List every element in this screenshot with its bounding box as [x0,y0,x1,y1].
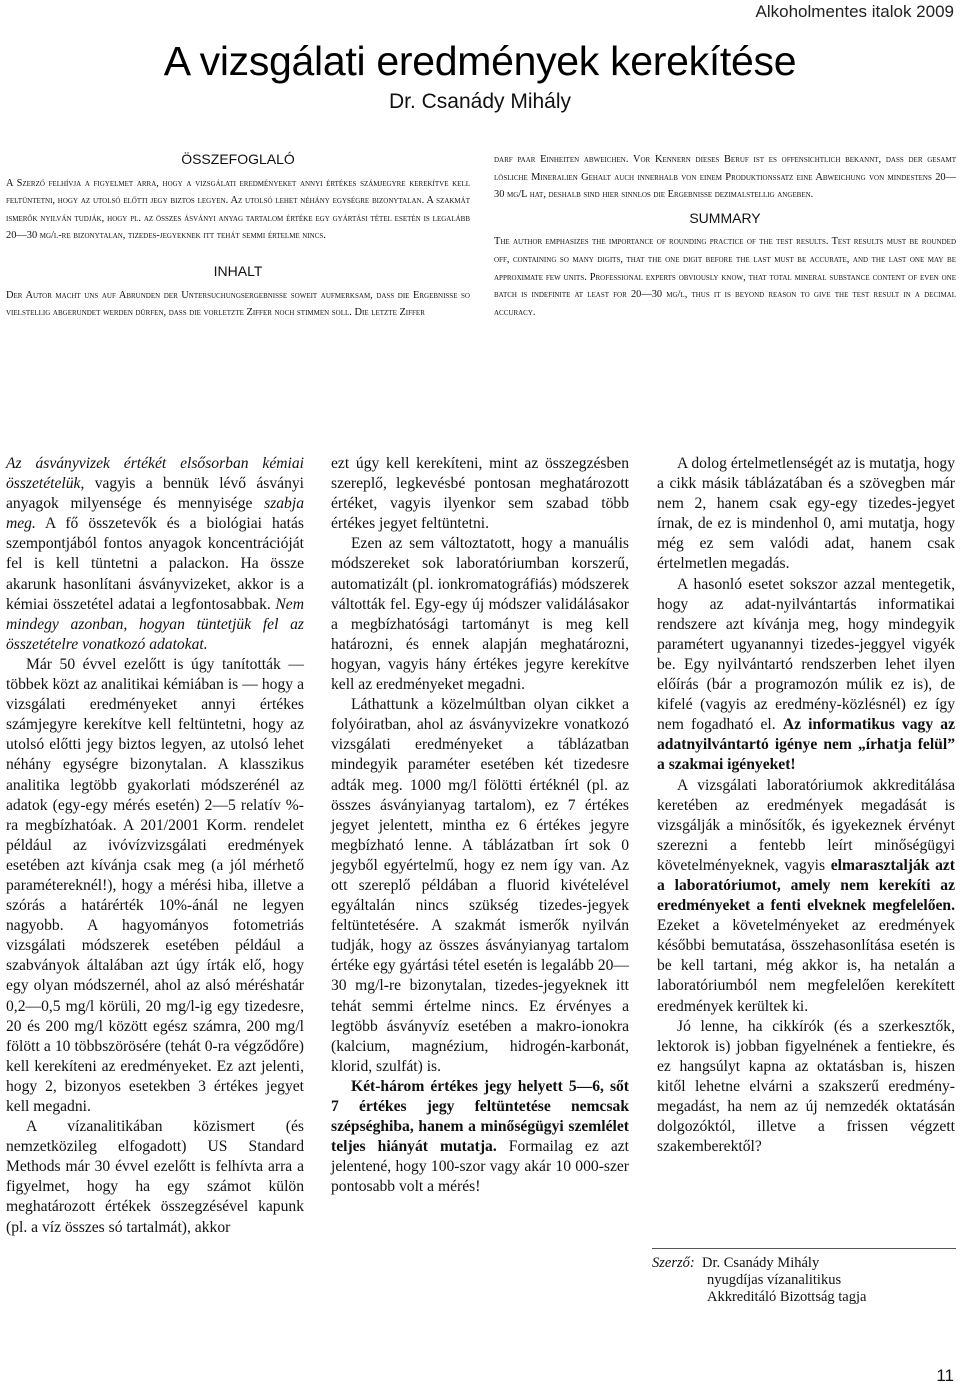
inhalt-text-part1: Der Autor macht uns auf Abrunden der Untersuchungsergebnisse soweit aufmerksam, dass die Ergebnisse so vielstellig abgerundet werden dürfen, dass die vorletzte Ziffer noch stimmen soll. Die letzte Ziffer [6,289,470,319]
text: A vizsgálati laboratóriumok akkreditálása keretében az eredmények megadását is vizsgálják a minősítők, és igyekeznek érvényt szerezni a fentebb leírt minőségügyi követelményeknek, vagyis [657,776,955,874]
summary-block [494,210,956,322]
article-title: A vizsgálati eredmények kerekítése [163,38,797,84]
italic-text: Nem mindegy azonban, hogyan tüntetjük fel az összetételre vonatkozó adatokat. [6,595,304,653]
osszefoglalo-text: A Szerző felhívja a figyelmet arra, hogy a vizsgálati eredményeket annyi értékes számjegyre kerekítve kell feltüntetni, hogy az utolsó előtti jegy biztos legyen. Az utolsó lehet néhány egységre bizonytalan. A szakmát ismerők nyilván tudják, hogy pl. az összes ásványi anyag tartalom értéke egy gyártási tétel esetén is legalább 20—30 mg/l-re bizonytalan, tizedes-jegyeknek itt tehát semmi értelme nincs. [6,177,470,242]
summary-heading: SUMMARY [689,209,761,226]
paragraph: ezt úgy kell kerekíteni, mint az összegzésben szereplő, legkevésbé pontosan meghatározott értéket, vagyis ilyenkor sem szabad több értékes jegyet feltüntetni. [331,455,629,533]
summary-text: The author emphasizes the importance of rounding practice of the test results. Test results must be rounded off, containing so many digits, that the one digit before the last must be accurate, and the last one may be approximate few units. Professional experts obviously know, that total mineral substance content of even one batch is indefinite at least for 20—30 mg/l, thus it is beyond reason to give the test result in a decimal accuracy. [494,236,956,318]
paragraph [657,776,955,1017]
paragraph [657,575,955,776]
body-column-1 [6,454,304,1238]
paragraph: A dolog értelmetlenségét az is mutatja, hogy a cikk másik táblázatában és a szövegben már nem 2, hanem csak egy-egy tizedes-jegyet írnak, de ez is mindenhol 0, ami mutatja, hogy még ez sem valódi adat, hanem csak értelmetlen megadás. [657,455,955,573]
text: A fő összetevők és a biológiai hatás szempontjából fontos anyagok koncentrációját fel is kell tüntetni a palackon. Ha össze akarunk hasonlítani ásványvizeket, akkor is a kémiai összetétel adatai a legfontosabbak. [6,515,304,613]
inhalt-text-part2: darf paar Einheiten abweichen. Vor Kennern dieses Beruf ist es offensichtlich bekannt, dass der gesamt lösliche Mineralien Gehalt auch innerhalb von einem Produktionssatz eine Abweichung von mindestens 20—30 mg/L hat, deshalb sind hier sinnlos die Ergebnisse dezimalstellig angeben. [494,154,956,201]
bold-text: Két-három értékes jegy helyett 5—6, sőt 7 értékes jegy feltüntetése nemcsak szépséghiba, hanem a minőségügyi szemlélet teljes hiányát mutatja. [331,1077,629,1156]
body-column-2 [331,454,629,1197]
author-name: Dr. Csanády Mihály [702,1255,820,1271]
paragraph: Láthattunk a közelmúltban olyan cikket a folyóiratban, ahol az ásványvizekre vonatkozó vizsgálati eredményeket a táblázatban mindegyik paraméter esetében két tizedesre adták meg. 1000 mg/l fölötti értéknél (pl. az összes ásványianyag tartalom), ez 7 értékes jegyet jelentett, mintha ez 6 értékes jegyre megbízható lenne. A táblázatban írt sok 0 jegyből egyértelmű, hogy ez nem így van. Az ott szereplő példában a fluorid kivételével egyáltalán nincs szükség tizedes-jegyek feltüntetésére. A szakmát ismerők nyilván tudják, hogy az összes ásványianyag tartalom értéke egy gyártási tétel esetén is legalább 20—30 mg/l-re bizonytalan, tizedes-jegyeknek itt tehát semmi értelme nincs. Ez érvényes a legtöbb ásványvíz esetében a makro-ionokra (kalcium, magnézium, hidrogén-karbonát, klorid, szulfát) is. [331,696,629,1075]
abstract-right-column [494,151,956,321]
author-org: Akkreditáló Bizottság tagja [707,1289,867,1305]
page-number: 11 [936,1366,954,1385]
body-column-3 [657,454,955,1157]
italic-text: Az ásványvizek értékét elsősorban kémiai összetételük [6,455,304,493]
author-role: nyugdíjas vízanalitikus [707,1272,842,1288]
author-label: Szerző: [652,1255,695,1271]
paragraph: Ezen az sem változtatott, hogy a manuális módszereket sok laboratóriumban korszerű, automatizált (pl. ionkromatográfiás) módszerek váltották fel. Egy-egy új módszer validálásakor a megbízhatósági tartományt is meg kell határozni, és ennek alapján meghatározni, hogyan, vagyis hány értékes jegyre kerekítve kell az eredményeket megadni. [331,535,629,694]
bold-text: elmarasztalják azt a laboratóriumot, amely nem kerekíti az eredményeket a fenti elveknek megfelelően. [657,856,956,915]
italic-text: szabja meg. [6,495,304,533]
osszefoglalo-heading: ÖSSZEFOGLALÓ [181,151,295,167]
paragraph: Már 50 évvel ezelőtt is úgy tanították — többek közt az analitikai kémiában is — hogy a vizsgálati eredményeket annyi értékes számjegyre kerekítve kell feltüntetni, hogy az utolsó előtti jegy biztos legyen, az utolsó lehet néhány egységre bizonytalan. A klasszikus analitika legtöbb gyakorlati módszerénél az adatok (egy-egy mérés esetén) 2—5 relatív %-ra megbízhatóak. A 201/2001 Korm. rendelet például az ivóvízvizsgálati eredmények esetében azt kívánja csak meg (a jól mérhető paramétereknél!), hogy a mérési hiba, illetve a szórás a határérték 10%-ánál ne legyen nagyobb. A hagyományos fotometriás vizsgálati módszerek esetében például a szabványok általában azt úgy írták elő, hogy egy olyan módszernél, ahol az alsó méréshatár 0,2—0,5 mg/l körüli, 20 mg/l-ig egy tizedesre, 20 és 200 mg/l között egész számra, 200 mg/l fölött a 10 többszörösére (tehát 0-ra végződőre) kell kerekíteni az eredményeket. Ez azt jelenti, hogy 2, bizonyos esetekben 3 értékes jegyet kell megadni. [6,655,304,1115]
text: A hasonló esetet sokszor azzal mentegetik, hogy az adat-nyilvántartás informatikai rendszere azt kívánja meg, hogy mindegyik paramétert ugyanannyi tizedes-jeggyel vigyék be. Egy nyilvántartó rendszerben lehet ilyen előírás (bár a programozón múlik ez is), de kifelé (vagyis az eredmény-közlésnél) ez így nem fogadható el. [657,575,955,734]
paragraph: Jó lenne, ha cikkírók (és a szerkesztők, lektorok is) jobban figyelnének a fentiekre, és ez hangsúlyt kapna az oktatásban is, hiszen kitől lehetne elvárni a szakszerű eredmény-megadást, ha nem az új nemzedék oktatásán dolgozóktól, illetve a frissen végzett szakemberektől? [657,1017,955,1156]
paragraph [331,1077,629,1198]
inhalt-heading: INHALT [213,262,263,279]
text: Formailag ez azt jelentené, hogy 100-szor vagy akár 10 000-szer pontosabb volt a mérés! [331,1138,630,1196]
journal-name: Alkoholmentes italok 2009 [755,2,954,21]
abstract-left-column [6,151,470,322]
text: Ezeket a követelményeket az eredmények későbbi bemutatása, összehasonlítása esetén is be kell tartani, még akkor is, ha netalán a laboratóriumból nem megfelelően kerekített eredmények kerültek ki. [657,917,955,1015]
bold-text: Az informatikus vagy az adatnyilvántartó igénye nem „írhatja felül” a szakmai igényeket! [657,716,955,774]
article-author: Dr. Csanády Mihály [388,90,572,113]
inhalt-block [6,263,470,322]
text: , vagyis a bennük lévő ásványi anyagok milyensége és mennyisége [6,475,304,513]
author-box [652,1248,956,1306]
paragraph [6,454,304,655]
paragraph: A vízanalitikában közismert (és nemzetközileg elfogadott) US Standard Methods már 30 évvel ezelőtt is felhívta arra a figyelmet, hogy ha egy számot külön meghatározott értékek összegzésével kapunk (pl. a víz összes só tartalmát), akkor [6,1118,304,1236]
